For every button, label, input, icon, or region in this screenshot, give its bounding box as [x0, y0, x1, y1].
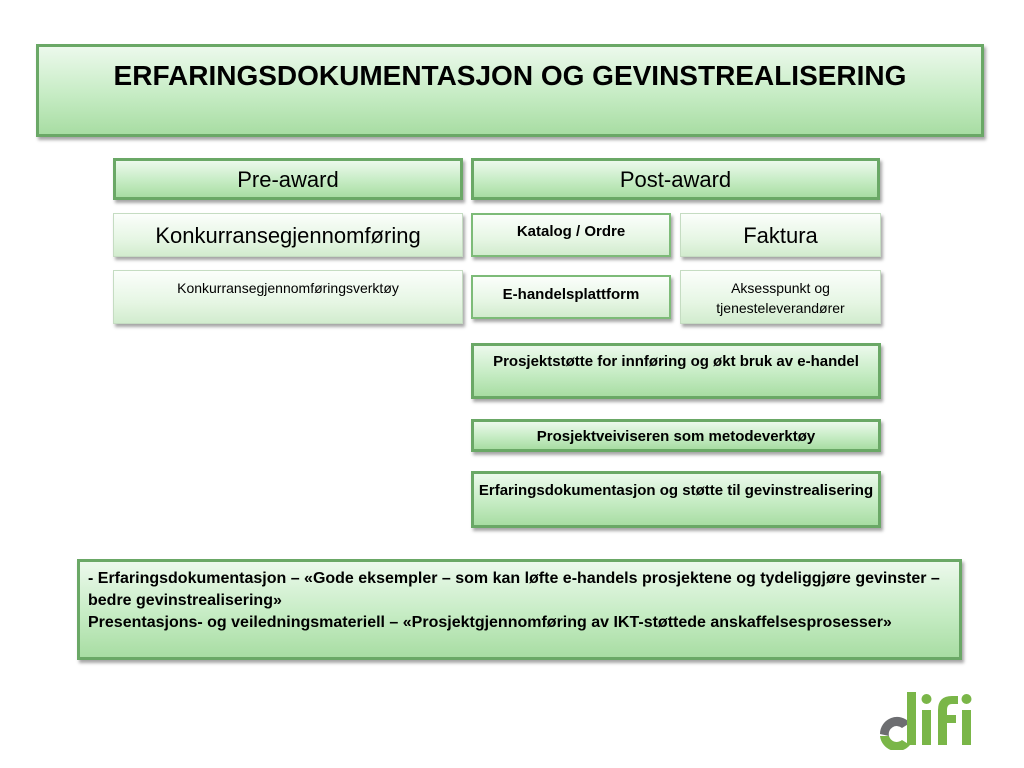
katalog-ordre-box: Katalog / Ordre — [471, 213, 671, 257]
prosjektveiviseren-box: Prosjektveiviseren som metodeverktøy — [471, 419, 881, 452]
pre-award-header: Pre-award — [113, 158, 463, 200]
notes-line-1: - Erfaringsdokumentasjon – «Gode eksempler – som kan løfte e-handels prosjektene og tydeliggjøre gevinster – bedre gevinstrealisering» — [88, 570, 940, 609]
post-award-header: Post-award — [471, 158, 880, 200]
erfaringsdokumentasjon-box: Erfaringsdokumentasjon og støtte til gevinstrealisering — [471, 471, 881, 528]
notes-line-2: Presentasjons- og veiledningsmateriell – «Prosjektgjennomføring av IKT-støttede anskaffelsesprosesser» — [88, 614, 892, 631]
notes-box — [77, 559, 962, 660]
konkurransegjennomforing-box: Konkurransegjennomføring — [113, 213, 463, 257]
page-title: ERFARINGSDOKUMENTASJON OG GEVINSTREALISERING — [36, 44, 984, 137]
konkurranseverktoy-box: Konkurransegjennomføringsverktøy — [113, 270, 463, 324]
faktura-box: Faktura — [680, 213, 881, 257]
prosjektstotte-box: Prosjektstøtte for innføring og økt bruk av e-handel — [471, 343, 881, 399]
difi-logo — [876, 690, 976, 750]
ehandelsplattform-box: E-handelsplattform — [471, 275, 671, 319]
aksesspunkt-box: Aksesspunkt og tjenesteleverandører — [680, 270, 881, 324]
